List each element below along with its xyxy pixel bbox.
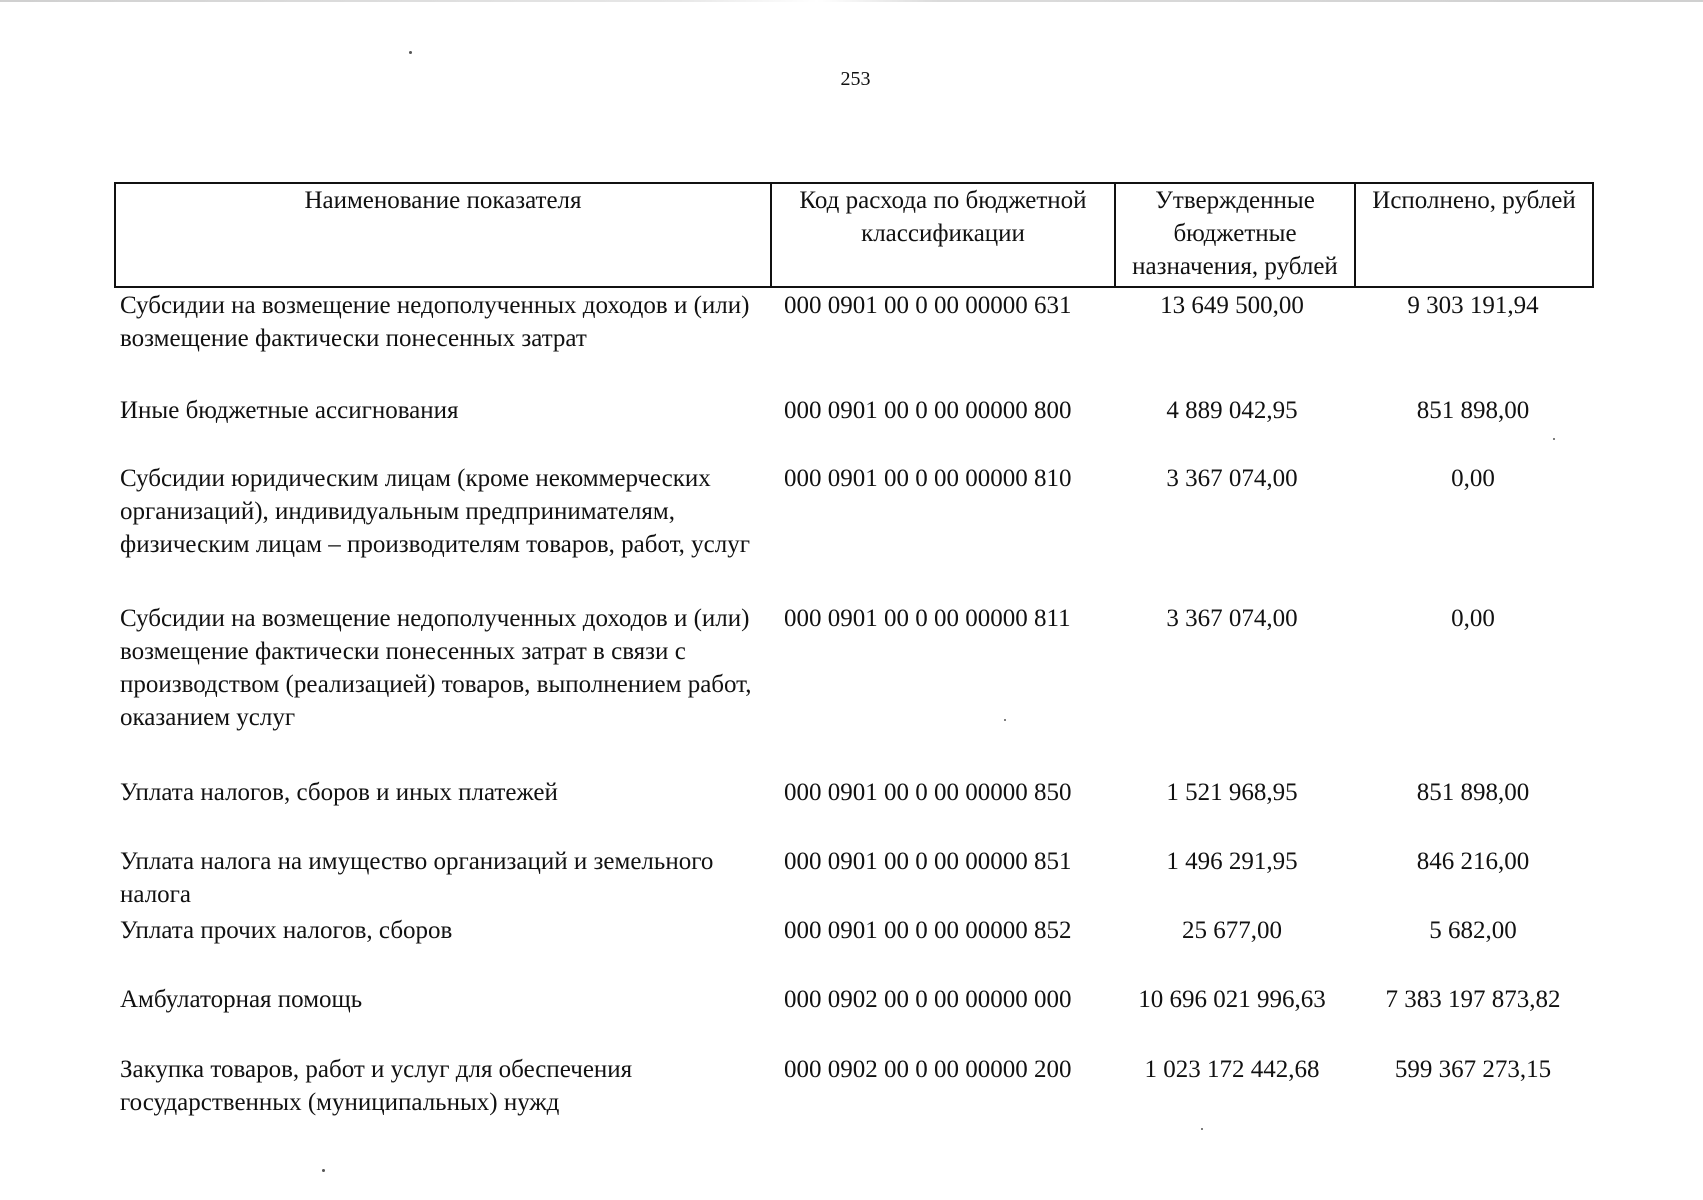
row-executed: 599 367 273,15 (1394, 1056, 1552, 1083)
row-approved: 1 023 172 442,68 (1144, 1056, 1320, 1083)
scan-edge-line (0, 0, 1703, 2)
row-code: 000 0901 00 0 00 00000 811 (784, 605, 1071, 632)
header-name: Наименование показателя (304, 187, 582, 214)
row-name: Субсидии на возмещение недополученных доходов и (или) возмещение фактически понесенных затрат (120, 292, 750, 352)
row-executed: 0,00 (1451, 465, 1495, 492)
row-code: 000 0901 00 0 00 00000 850 (784, 779, 1072, 806)
scan-speck (1553, 438, 1555, 440)
row-code: 000 0901 00 0 00 00000 631 (784, 292, 1072, 319)
row-name: Закупка товаров, работ и услуг для обеспечения государственных (муниципальных) нужд (120, 1056, 633, 1116)
header-code: Код расхода по бюджетной классификации (770, 184, 1114, 286)
row-executed: 7 383 197 873,82 (1385, 986, 1561, 1013)
row-executed: 851 898,00 (1416, 397, 1530, 424)
row-code: 000 0901 00 0 00 00000 810 (784, 465, 1072, 492)
row-name: Амбулаторная помощь (120, 986, 363, 1013)
row-code: 000 0901 00 0 00 00000 851 (784, 848, 1072, 875)
row-approved: 10 696 021 996,63 (1138, 986, 1326, 1013)
row-name: Уплата налогов, сборов и иных платежей (120, 779, 558, 806)
row-code: 000 0901 00 0 00 00000 800 (784, 397, 1072, 424)
row-approved: 1 496 291,95 (1166, 848, 1298, 875)
page-number: 253 (840, 68, 871, 90)
row-approved: 13 649 500,00 (1160, 292, 1304, 319)
row-name: Уплата прочих налогов, сборов (120, 917, 453, 944)
row-name: Уплата налога на имущество организаций и земельного налога (120, 848, 714, 908)
row-approved: 3 367 074,00 (1166, 605, 1298, 632)
row-code: 000 0901 00 0 00 00000 852 (784, 917, 1072, 944)
row-name: Субсидии на возмещение недополученных доходов и (или) возмещение фактически понесенных затрат в связи с производством (реализацией) товаров, выполнением работ, оказанием услуг (120, 605, 752, 731)
row-executed: 9 303 191,94 (1407, 292, 1539, 319)
scan-speck (322, 1169, 325, 1172)
row-approved: 3 367 074,00 (1166, 465, 1298, 492)
row-executed: 0,00 (1451, 605, 1495, 632)
scan-speck (1004, 719, 1006, 721)
row-approved: 25 677,00 (1182, 917, 1282, 944)
row-executed: 851 898,00 (1416, 779, 1530, 806)
row-executed: 846 216,00 (1416, 848, 1530, 875)
header-executed: Исполнено, рублей (1354, 184, 1592, 286)
table-header (114, 182, 1594, 288)
scan-speck (409, 51, 412, 54)
row-name: Субсидии юридическим лицам (кроме некоммерческих организаций), индивидуальным предпринимателям, физическим лицам – производителям товаров, работ, услуг (120, 465, 751, 558)
row-approved: 1 521 968,95 (1166, 779, 1298, 806)
scan-speck (1201, 1128, 1203, 1130)
row-executed: 5 682,00 (1429, 917, 1517, 944)
header-approved: Утвержденные бюджетные назначения, рублей (1114, 184, 1354, 286)
row-code: 000 0902 00 0 00 00000 200 (784, 1056, 1072, 1083)
row-name: Иные бюджетные ассигнования (120, 397, 459, 424)
row-approved: 4 889 042,95 (1166, 397, 1298, 424)
row-code: 000 0902 00 0 00 00000 000 (784, 986, 1072, 1013)
